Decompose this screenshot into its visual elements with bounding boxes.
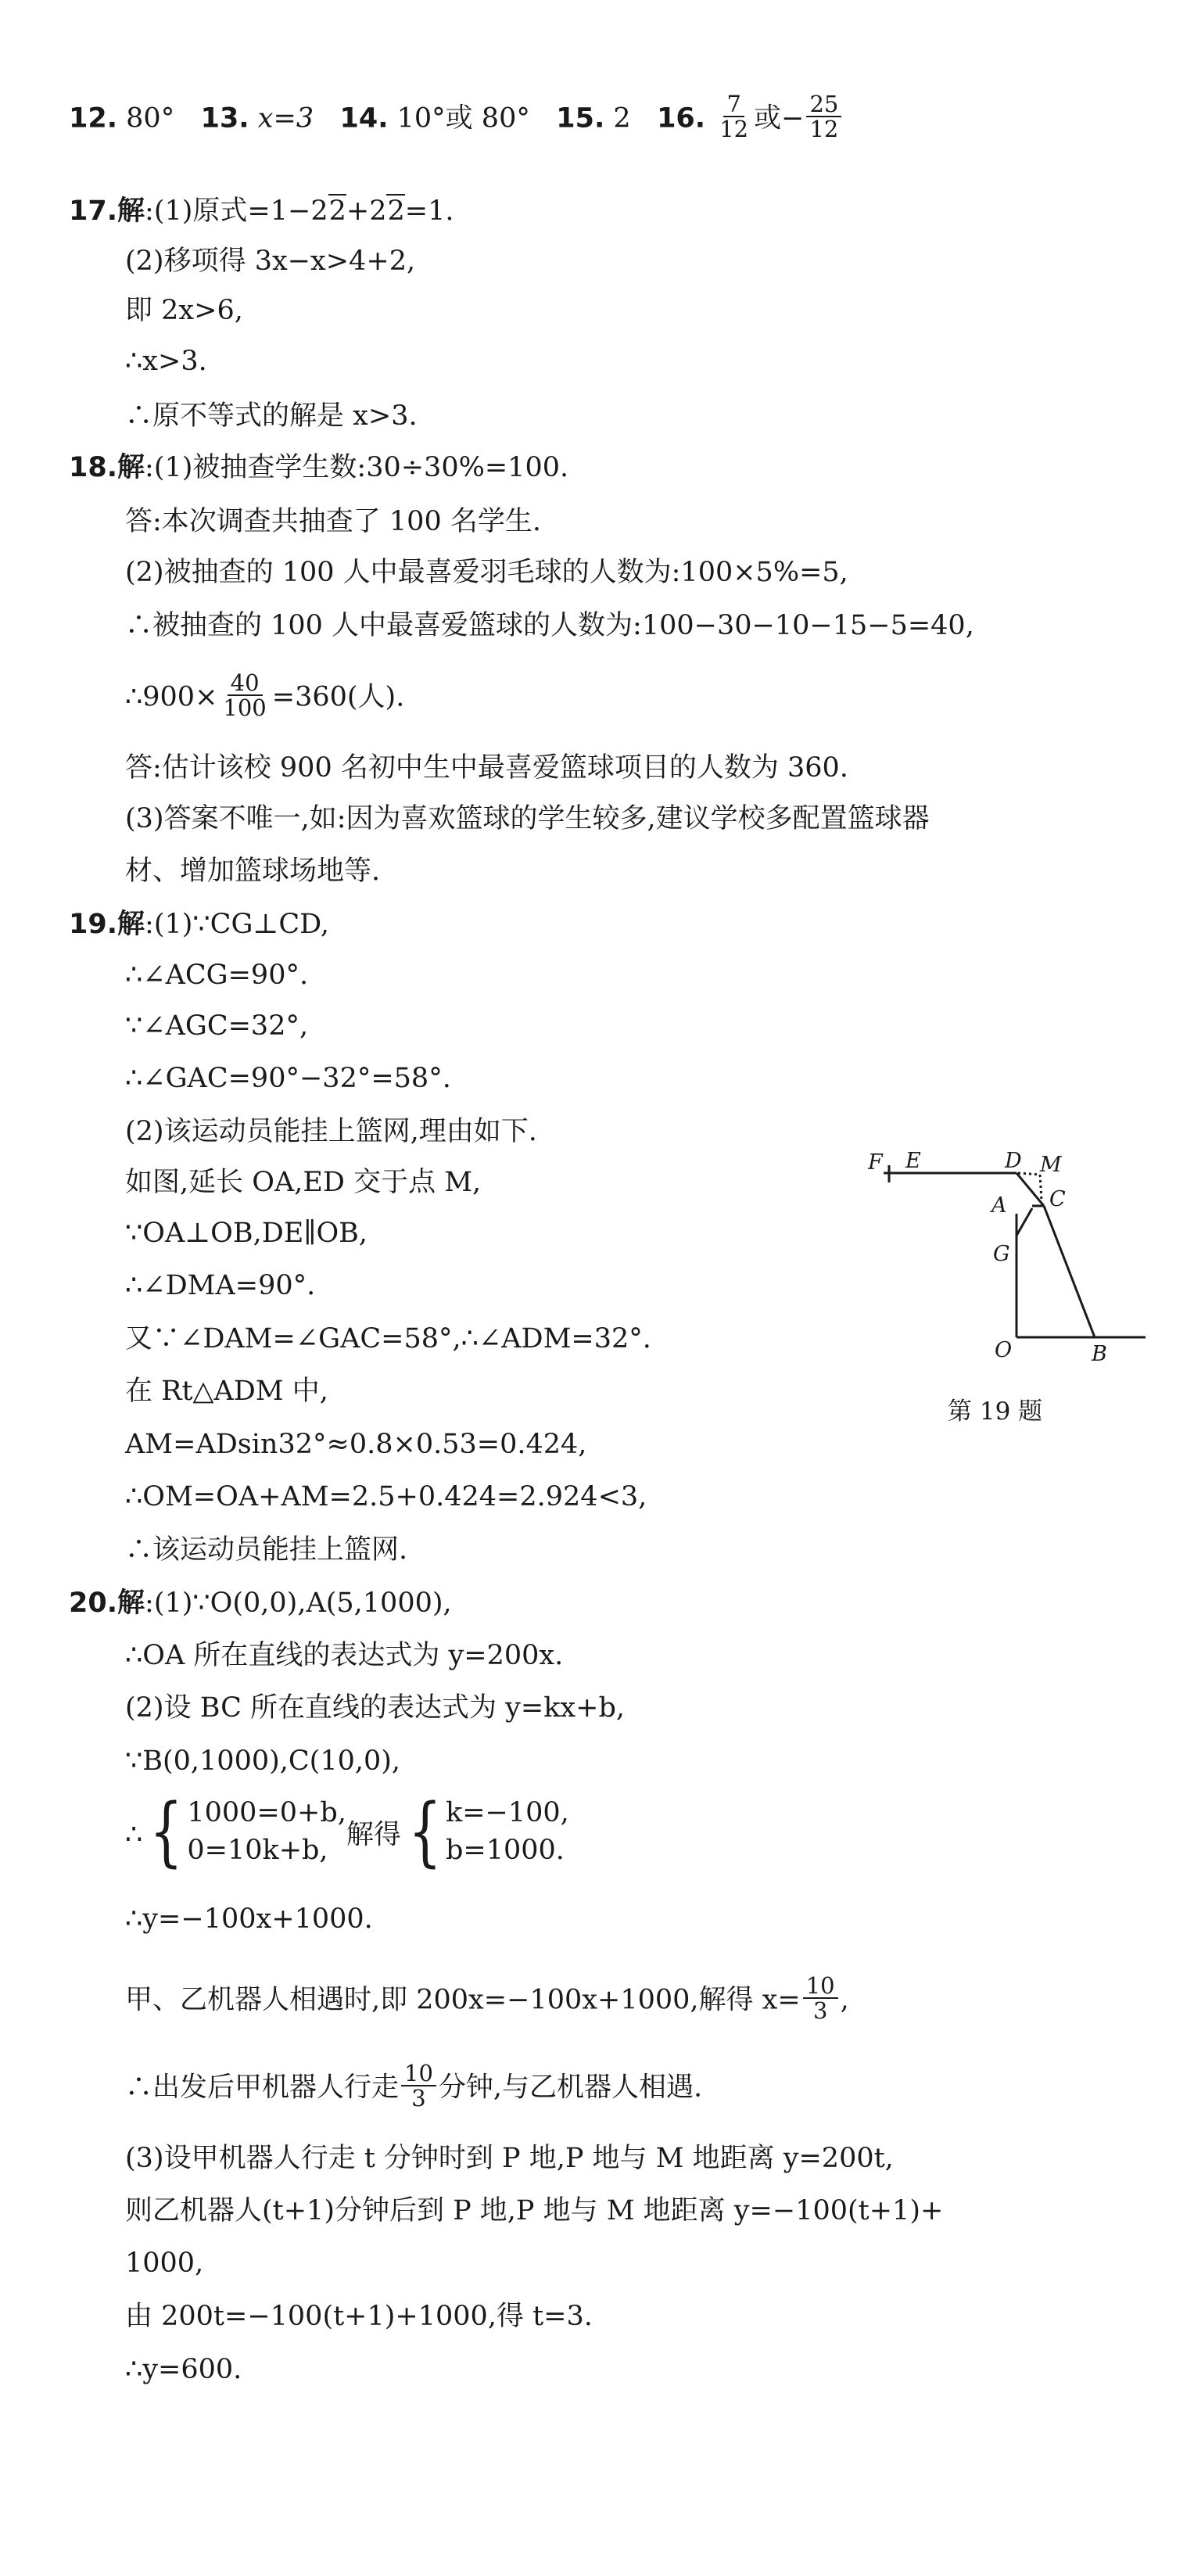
q14-number: 14. bbox=[339, 102, 389, 135]
q15-number: 15. bbox=[556, 102, 605, 135]
q19-line-6: 如图,延长 OA,ED 交于点 M, bbox=[125, 1167, 482, 1198]
q17-number: 17. bbox=[69, 196, 118, 227]
q17-line-5: ∴原不等式的解是 x>3. bbox=[125, 400, 418, 432]
q18-line-3: (2)被抽查的 100 人中最喜爱羽毛球的人数为:100×5%=5, bbox=[125, 557, 848, 588]
q19-line-2: ∴∠ACG=90°. bbox=[125, 960, 309, 991]
q13-answer: x=3 bbox=[257, 102, 314, 135]
fig-label-c: C bbox=[1049, 1187, 1066, 1211]
q18-line-4: ∴被抽查的 100 人中最喜爱篮球的人数为:100−30−10−15−5=40, bbox=[125, 610, 974, 641]
q17-label: 解 bbox=[117, 196, 145, 227]
fig-label-d: D bbox=[1005, 1149, 1022, 1173]
q20-line-7: 甲、乙机器人相遇时,即 200x=−100x+1000,解得 x= $\frac{10}{3}$ , bbox=[125, 1972, 849, 2024]
q13-number: 13. bbox=[200, 102, 249, 135]
q20-line-1: 20.解:(1)∵O(0,0),A(5,1000), bbox=[69, 1588, 452, 1619]
q18-line-7: (3)答案不唯一,如:因为喜欢篮球的学生较多,建议学校多配置篮球器 bbox=[125, 803, 930, 834]
q18-line-1: 18.解:(1)被抽查学生数:30÷30%=100. bbox=[69, 452, 569, 483]
q19-line-4: ∴∠GAC=90°−32°=58°. bbox=[125, 1063, 451, 1094]
q19-line-13: ∴该运动员能挂上篮网. bbox=[125, 1534, 408, 1566]
q14-answer: 10°或 80° bbox=[396, 102, 530, 135]
q20-line-9: (3)设甲机器人行走 t 分钟时到 P 地,P 地与 M 地距离 y=200t, bbox=[125, 2143, 894, 2174]
q20-line-4: ∵B(0,1000),C(10,0), bbox=[125, 1745, 401, 1777]
fig-label-g: G bbox=[993, 1242, 1010, 1266]
q19-figure bbox=[868, 1134, 1157, 1384]
q16-number: 16. bbox=[657, 102, 706, 135]
q15-answer: 2 bbox=[613, 102, 631, 135]
q20-line-6: ∴y=−100x+1000. bbox=[125, 1903, 373, 1935]
q18-fraction: $\frac{40}{100}$ bbox=[223, 669, 267, 721]
q19-figure-caption: 第 19 题 bbox=[948, 1397, 1043, 1426]
q20-system-2: { k=−100, b=1000. bbox=[408, 1788, 569, 1875]
fig-label-f: F bbox=[868, 1150, 883, 1175]
fig-line-ma-dotted bbox=[1040, 1175, 1042, 1200]
q20-number: 20. bbox=[69, 1588, 118, 1619]
q20-line-11: 1000, bbox=[125, 2248, 204, 2279]
q12-number: 12. bbox=[69, 102, 118, 135]
q20-line-10: 则乙机器人(t+1)分钟后到 P 地,P 地与 M 地距离 y=−100(t+1)+ bbox=[125, 2195, 944, 2226]
q18-line-6: 答:估计该校 900 名初中生中最喜爱篮球项目的人数为 360. bbox=[125, 752, 848, 784]
q20-label: 解 bbox=[117, 1588, 145, 1619]
q20-system-1: { 1000=0+b, 0=10k+b, bbox=[149, 1788, 346, 1875]
q19-label: 解 bbox=[117, 909, 145, 940]
q17-line-2: (2)移项得 3x−x>4+2, bbox=[125, 246, 416, 277]
fig-line-ga bbox=[1017, 1208, 1032, 1236]
q20-fraction-2: $\frac{10}{3}$ bbox=[401, 2061, 436, 2110]
q19-line-7: ∵OA⊥OB,DE∥OB, bbox=[125, 1218, 368, 1249]
fig-label-o: O bbox=[995, 1338, 1013, 1362]
q18-line-5: ∴900× $\frac{40}{100}$ =360(人). bbox=[125, 669, 405, 721]
fig-line-cb bbox=[1044, 1206, 1095, 1337]
q17-line-4: ∴x>3. bbox=[125, 346, 207, 377]
q20-line-12: 由 200t=−100(t+1)+1000,得 t=3. bbox=[125, 2301, 593, 2332]
fig-label-b: B bbox=[1092, 1342, 1107, 1366]
q16-fraction-2: $\frac{25}{12}$ bbox=[806, 92, 841, 141]
fig-line-dm-dotted bbox=[1018, 1173, 1040, 1175]
q12-answer: 80° bbox=[126, 102, 175, 135]
q20-line-8: ∴出发后甲机器人行走 $\frac{10}{3}$ 分钟,与乙机器人相遇. bbox=[125, 2060, 703, 2111]
fig-line-da bbox=[1017, 1173, 1044, 1206]
q20-line-2: ∴OA 所在直线的表达式为 y=200x. bbox=[125, 1640, 564, 1671]
q16-fraction-1: $\frac{7}{12}$ bbox=[719, 91, 749, 142]
q19-line-1: 19.解:(1)∵CG⊥CD, bbox=[69, 909, 330, 940]
q16-connector: 或− bbox=[754, 102, 805, 135]
q19-line-12: ∴OM=OA+AM=2.5+0.424=2.924<3, bbox=[125, 1481, 647, 1512]
fig-label-e: E bbox=[905, 1149, 921, 1173]
q20-line-13: ∴y=600. bbox=[125, 2354, 242, 2385]
q20-line-5: ∴ { 1000=0+b, 0=10k+b, 解得 { k=−100, b=1000. bbox=[125, 1788, 569, 1875]
fig-label-m: M bbox=[1040, 1153, 1062, 1177]
q20-fraction-1: $\frac{10}{3}$ bbox=[803, 1974, 838, 2022]
q18-line-8: 材、增加篮球场地等. bbox=[125, 856, 381, 887]
q17-line-3: 即 2x>6, bbox=[125, 295, 243, 326]
q19-line-8: ∴∠DMA=90°. bbox=[125, 1270, 316, 1301]
fig-label-a: A bbox=[991, 1193, 1007, 1218]
answers-row bbox=[69, 91, 844, 144]
q17-line-1: 17.解:(1)原式=1−22+22=1. bbox=[69, 196, 454, 227]
q19-number: 19. bbox=[69, 909, 118, 940]
q19-line-9: 又∵∠DAM=∠GAC=58°,∴∠ADM=32°. bbox=[125, 1323, 651, 1354]
q18-line-2: 答:本次调查共抽查了 100 名学生. bbox=[125, 506, 541, 537]
q19-line-5: (2)该运动员能挂上篮网,理由如下. bbox=[125, 1116, 537, 1147]
q19-line-11: AM=ADsin32°≈0.8×0.53=0.424, bbox=[125, 1429, 587, 1460]
q19-line-3: ∵∠AGC=32°, bbox=[125, 1010, 309, 1042]
q19-line-10: 在 Rt△ADM 中, bbox=[125, 1376, 328, 1407]
q18-number: 18. bbox=[69, 452, 118, 483]
q20-line-3: (2)设 BC 所在直线的表达式为 y=kx+b, bbox=[125, 1692, 626, 1724]
q18-label: 解 bbox=[117, 452, 145, 483]
